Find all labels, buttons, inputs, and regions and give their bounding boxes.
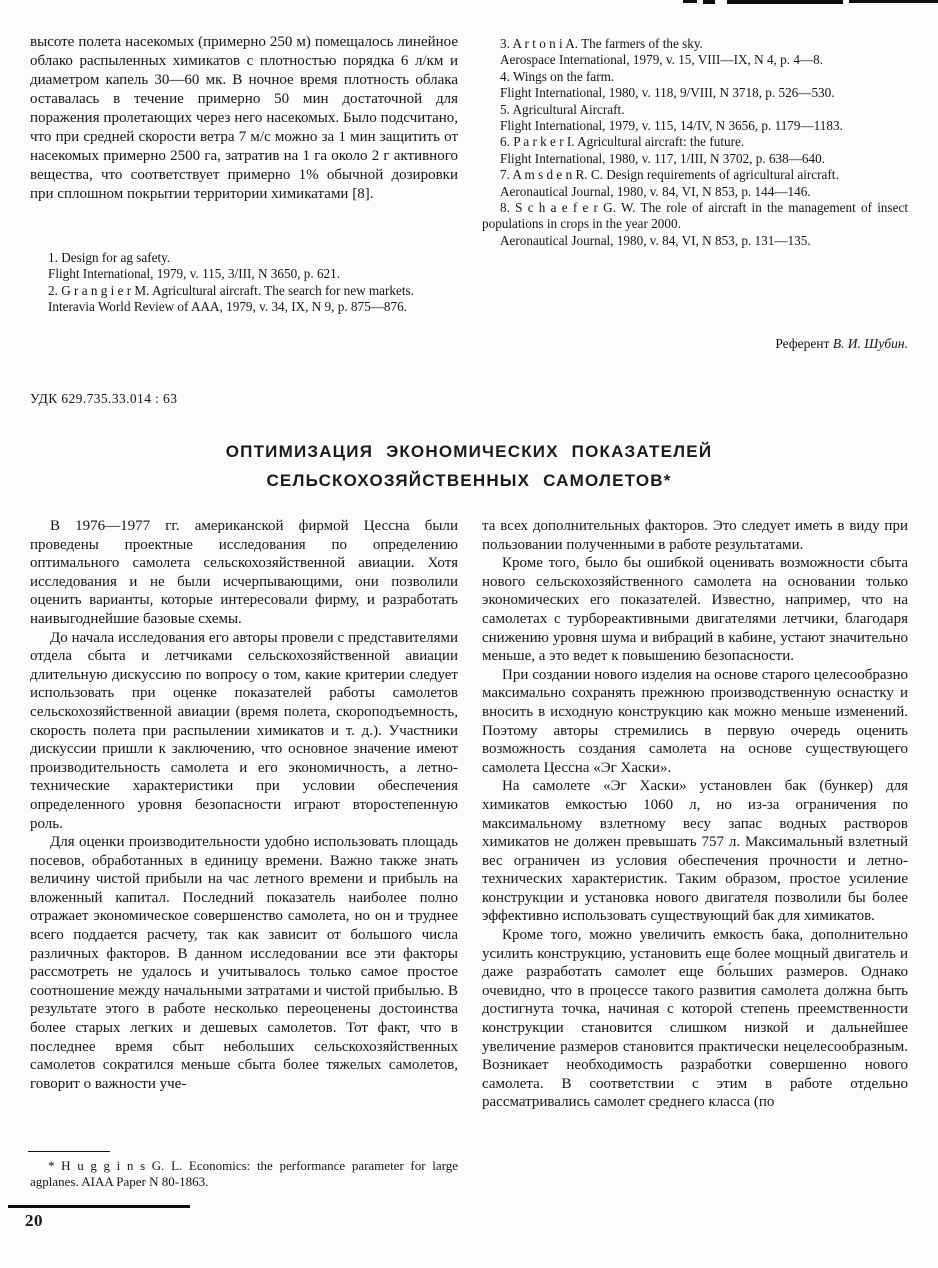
references-list-left — [30, 250, 458, 316]
reference-entry: 5. Agricultural Aircraft. — [500, 101, 625, 117]
reference-entry: 6. P a r k e r I. Agricultural aircraft: the future. — [500, 134, 745, 150]
intro-column-left — [30, 33, 458, 204]
reference-source: Interavia World Review of AAA, 1979, v. 34, IX, N 9, p. 875—876. — [48, 299, 407, 315]
article-title — [0, 437, 938, 495]
referent-name: В. И. Шубин. — [832, 336, 908, 351]
paragraph: Кроме того, было бы ошибкой оценивать возможности сбыта нового сельскохозяйственного самолета на основании только экономических его показателей. Известно, например, что на самолетах с турбореактивными двигателями летчики, благодаря снижению уровня шума и вибраций в кабине, устают значительно меньше, а это ведет к повышению безопасности. — [482, 555, 908, 665]
paragraph: При создании нового изделия на основе старого целесообразно максимально сохранять прежнюю производственную оснастку и вносить в исходную конструкцию как можно меньше изменений. Поэтому авторы стремились в первую очередь оценить возможность создания самолета на основе существующего самолета Цессна «Эг Хаски». — [482, 666, 908, 776]
footnote — [30, 1158, 458, 1190]
referent-line — [482, 336, 908, 352]
references-list-right — [482, 36, 908, 249]
paragraph: До начала исследования его авторы провели с представителями отдела сбыта и летчиками сельскохозяйственной авиации длительную дискуссию по вопросу о том, какие критерии следует использовать при оценке показателей работы самолетов сельскохозяйственной авиации (время полета, скороподъемность, скорость полета при распылении химикатов и т. д.). Участники дискуссии пришли к заключению, что основное значение имеют производительность самолета и его экономичность, а летно-технические характеристики при условии обеспечения определенного уровня безопасности играют второстепенную роль. — [30, 629, 458, 832]
reference-source: Aeronautical Journal, 1980, v. 84, VI, N 853, p. 131—135. — [500, 232, 811, 248]
article-title-line1: ОПТИМИЗАЦИЯ ЭКОНОМИЧЕСКИХ ПОКАЗАТЕЛЕЙ — [225, 442, 713, 461]
reference-entry: 1. Design for ag safety. — [48, 250, 171, 265]
footnote-divider — [28, 1151, 110, 1152]
paragraph: Кроме того, можно увеличить емкость бака, дополнительно усилить конструкцию, установить еще более мощный двигатель и даже разработать самолет еще бо́льших размеров. Однако очевидно, что в процессе такого развития самолета должна быть достигнута точка, начиная с которой степень преемственности конструкции становится слишком низкой и дальнейшее увеличение размеров становится практически нецелесообразным. Возникает необходимость разработки совершенно нового самолета. В соответствии с этим в работе отдельно рассматривались самолет среднего класса (по — [482, 927, 908, 1111]
reference-entry: 8. S c h a e f e r G. W. The role of aircraft in the management of insect populations in crops in the year 2000. — [482, 200, 908, 232]
reference-entry: 4. Wings on the farm. — [500, 68, 615, 84]
scan-artifact — [849, 0, 938, 3]
article-column-right — [482, 517, 908, 1112]
reference-source: Flight International, 1979, v. 115, 14/IV, N 3656, p. 1179—1183. — [500, 118, 843, 134]
scan-artifact — [703, 0, 715, 4]
udc-code: УДК 629.735.33.014 : 63 — [30, 391, 178, 406]
reference-source: Flight International, 1979, v. 115, 3/III, N 3650, p. 621. — [48, 266, 341, 282]
paragraph: На самолете «Эг Хаски» установлен бак (бункер) для химикатов емкостью 1060 л, но из-за ограничения по максимальному взлетному весу запас водных растворов химикатов не должен превышать 757 л. Максимальный взлетный вес ограничен из условия обеспечения прочности и летно-технических характеристик. Таким образом, простое усиление конструкции и установка нового двигателя позволили бы более эффективно использовать существующий бак для химикатов. — [482, 778, 908, 925]
paragraph: Для оценки производительности удобно использовать площадь посевов, обработанных в единицу времени. Важно также знать величину чистой прибыли на час летного времени и прибыль на вложенный капитал. Последний показатель наиболее полно отражает экономическое совершенство самолета, но он и труднее всего поддается расчету, так как зависит от большого числа различных факторов. В данном исследовании все эти факторы рассмотреть не удалось и учитывалось только самое простое соотношение между начальными затратами и чистой прибылью. В результате этого в работе несколько переоценены достоинства более старых легких и дешевых самолетов. Тот факт, что в последнее время сбыт небольших сельскохозяйственных самолетов сократился меньше сбыта более тяжелых самолетов, говорит о важности уче- — [30, 834, 458, 1092]
intro-paragraph: высоте полета насекомых (примерно 250 м) помещалось линейное облако распыленных химикатов с плотностью порядка 6 л/км и диаметром капель 30—60 мк. В ночное время плотность облака оставалась в течение примерно 50 мин достаточной для поражения пролетающих через него насекомых. Было подсчитано, что при средней скорости ветра 7 м/с можно за 1 мин защитить от насекомых примерно 2500 га, затратив на 1 га около 2 г активного вещества, что соответствует примерно 1% обычной дозировки при сплошном покрытии территории химикатами [8]. — [30, 34, 458, 202]
referent-label: Референт — [775, 336, 830, 351]
article-column-left — [30, 517, 458, 1093]
reference-source: Flight International, 1980, v. 117, 1/III, N 3702, p. 638—640. — [500, 150, 826, 166]
scan-artifact — [727, 0, 843, 4]
reference-entry: 3. A r t o n i A. The farmers of the sky. — [500, 36, 703, 51]
reference-entry: 2. G r a n g i e r M. Agricultural aircraft. The search for new markets. — [48, 282, 414, 298]
footnote-text: * H u g g i n s G. L. Economics: the performance parameter for large agplanes. AIAA Paper N 80-1863. — [30, 1158, 458, 1189]
page-number: 20 — [25, 1211, 43, 1230]
reference-source: Aeronautical Journal, 1980, v. 84, VI, N 853, p. 144—146. — [500, 183, 811, 199]
reference-entry: 7. A m s d e n R. C. Design requirements of agricultural aircraft. — [500, 167, 839, 183]
reference-source: Flight International, 1980, v. 118, 9/VIII, N 3718, p. 526—530. — [500, 85, 835, 101]
paragraph: та всех дополнительных факторов. Это следует иметь в виду при пользовании полученными в работе результатами. — [482, 518, 908, 553]
footer-rule — [8, 1205, 190, 1208]
reference-source: Aerospace International, 1979, v. 15, VIII—IX, N 4, p. 4—8. — [500, 52, 824, 68]
article-title-line2: СЕЛЬСКОХОЗЯЙСТВЕННЫХ САМОЛЕТОВ* — [266, 471, 672, 490]
scan-artifact — [683, 0, 697, 3]
paragraph: В 1976—1977 гг. американской фирмой Цессна были проведены проектные исследования по определению оптимального самолета сельскохозяйственной авиации. Хотя исследования и не были исчерпывающими, они позволили оценить варианты, которые интересовали фирму, и разработать наивыгоднейшие базовые схемы. — [30, 518, 458, 627]
